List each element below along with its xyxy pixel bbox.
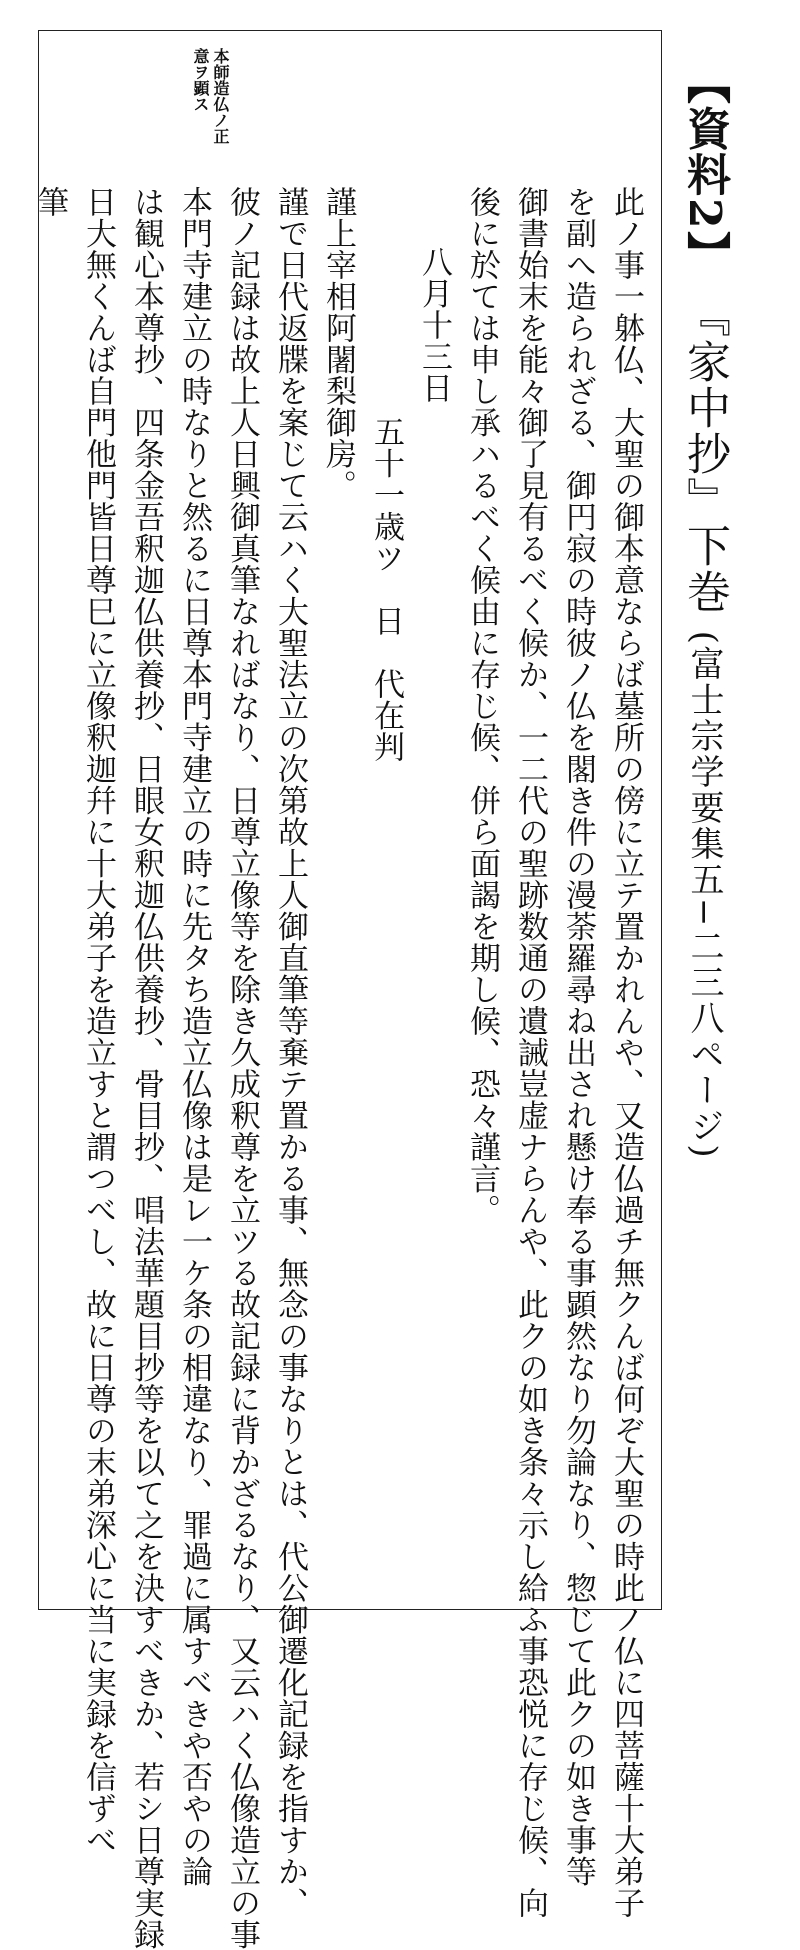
body-line: 彼ノ記録は故上人日興御真筆なればなり、日尊立像等を除き久成釈尊を立ツる故記録に背かざるなり、又云ハく仏像造立の事 xyxy=(224,186,260,1950)
body-line: 本門寺建立の時なりと然るに日尊本門寺建立の時に先タち造立仏像は是レ一ケ条の相違なり、罪過に属すべきや否やの論 xyxy=(176,186,212,1887)
body-line: 御書始末を能々御了見有るべく候か、一二代の聖跡数通の遺誡豈虚ナらんや、此クの如き条々示し給ふ事恐悦に存じ候、向 xyxy=(512,186,548,1919)
body-line: 日大無くんば自門他門皆日尊巳に立像釈迦幷に十大弟子を造立すと謂つべし、故に日尊の末弟深心に当に実録を信ずべ xyxy=(80,186,116,1856)
margin-note-line: 本師造仏ノ正 xyxy=(211,48,230,144)
letter-addressee: 謹上宰相阿闍梨御房。 xyxy=(320,186,356,501)
body-line: 後に於ては申し承ハるべく候由に存じ候、併ら面謁を期し候、恐々謹言。 xyxy=(464,186,500,1226)
margin-note xyxy=(190,48,230,144)
letter-signature: 五十一歳ツ 日 代在判 xyxy=(368,416,404,763)
body-line: 筆 xyxy=(32,186,68,218)
letter-date: 八月十三日 xyxy=(416,246,452,404)
body-line: を副へ造られざる、御円寂の時彼ノ仏を閣き件の漫荼羅尋ね出され懸け奉る事顕然なり勿論なり、惣じて此クの如き事等 xyxy=(560,186,596,1887)
source-reference: (富士宗学要集五−二三八ページ) xyxy=(684,630,724,1160)
document-title: 『家中抄』下巻 xyxy=(679,292,730,615)
body-line: は観心本尊抄、四条金吾釈迦仏供養抄、日眼女釈迦仏供養抄、骨目抄、唱法華題目抄等を以て之を決すべきか、若シ日尊実録 xyxy=(128,186,164,1950)
margin-note-line: 意ヲ顕ス xyxy=(191,48,210,112)
body-line: 此ノ事一躰仏、大聖の御本意ならば墓所の傍に立テ置かれんや、又造仏過チ無クんば何ぞ大聖の時此ノ仏に四菩薩十大弟子 xyxy=(608,186,644,1919)
body-line: 謹で日代返牒を案じて云ハく大聖法立の次第故上人御直筆等棄テ置かる事、無念の事なりとは、代公御遷化記録を指すか、 xyxy=(272,186,308,1919)
material-label: 【資料2】 xyxy=(679,60,730,277)
document-heading xyxy=(672,60,736,1160)
document-body xyxy=(26,186,650,1950)
